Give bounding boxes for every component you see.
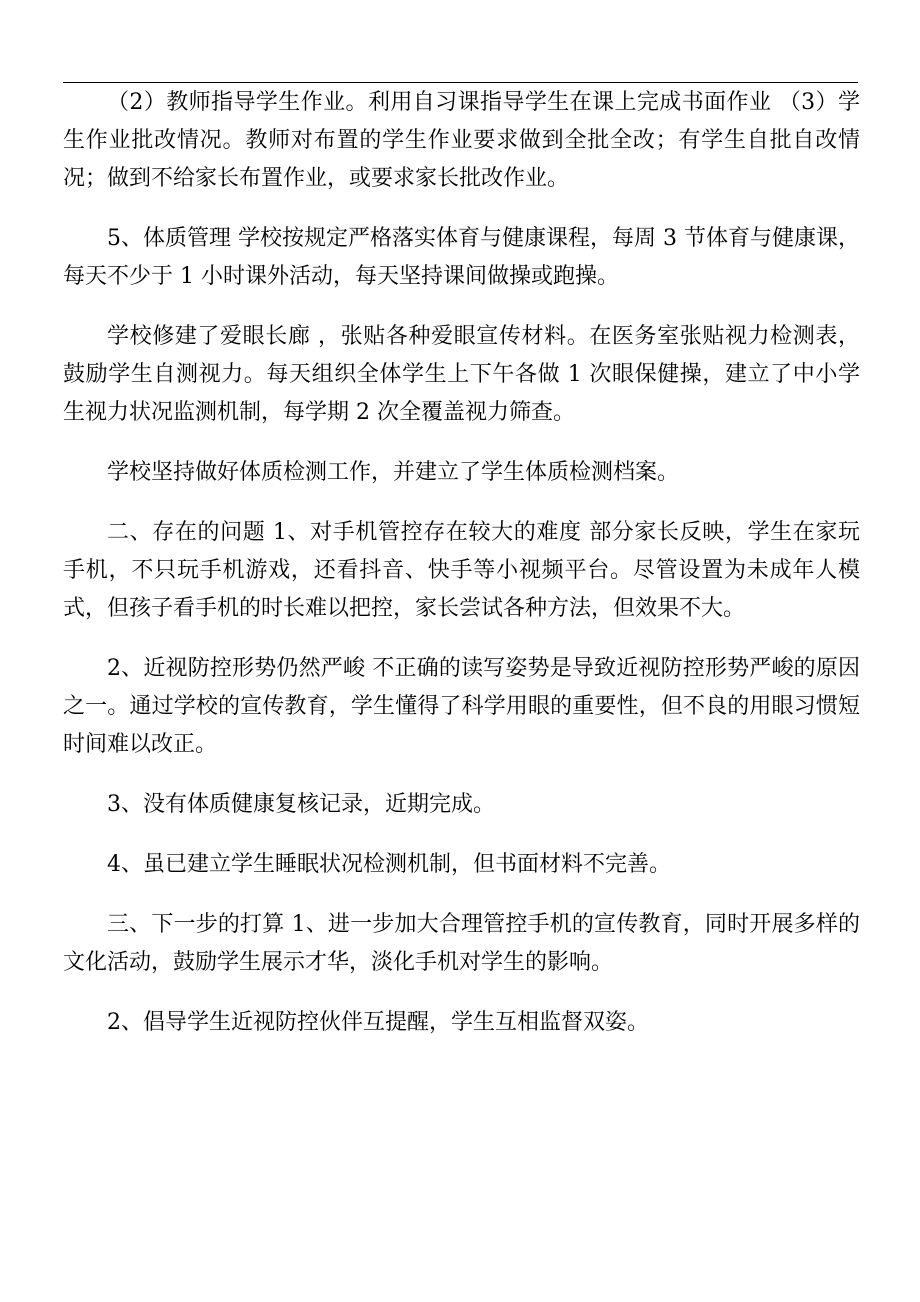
paragraph-health-records: 3、没有体质健康复核记录，近期完成。 — [107, 792, 495, 817]
paragraph-peer-reminder: 2、倡导学生近视防控伙伴互提醒，学生互相监督双姿。 — [107, 1010, 649, 1035]
paragraph-next-steps: 三、下一步的打算 1、进一步加大合理管控手机的宣传教育，同时开展多样的文化活动，鼓励学生展示才华，淡化手机对学生的影响。 — [63, 912, 860, 975]
paragraph-homework-guidance: （2）教师指导学生作业。利用自习课指导学生在课上完成书面作业 （3）学生作业批改情况。教师对布置的学生作业要求做到全批全改；有学生自批自改情况；做到不给家长布置作业，或要求家长批改作业。 — [63, 90, 860, 191]
paragraph-eye-care: 学校修建了爱眼长廊 ，张贴各种爱眼宣传材料。在医务室张贴视力检测表，鼓励学生自测视力。每天组织全体学生上下午各做 1 次眼保健操，建立了中小学生视力状况监测机制，每学期 2 次全覆盖视力筛查。 — [63, 324, 860, 425]
paragraph-physical-management: 5、体质管理 学校按规定严格落实体育与健康课程，每周 3 节体育与健康课，每天不少于 1 小时课外活动，每天坚持课间做操或跑操。 — [63, 226, 860, 289]
header-rule — [63, 82, 858, 83]
paragraph-problems-phone: 二、存在的问题 1、对手机管控存在较大的难度 部分家长反映，学生在家玩手机，不只玩手机游戏，还看抖音、快手等小视频平台。尽管设置为未成年人模式，但孩子看手机的时长难以把控，家长尝试各种方法，但效果不大。 — [63, 520, 860, 621]
document-body — [63, 84, 860, 1064]
paragraph-myopia: 2、近视防控形势仍然严峻 不正确的读写姿势是导致近视防控形势严峻的原因之一。通过学校的宣传教育，学生懂得了科学用眼的重要性，但不良的用眼习惯短时间难以改正。 — [63, 656, 860, 757]
paragraph-fitness-testing: 学校坚持做好体质检测工作，并建立了学生体质检测档案。 — [107, 460, 680, 485]
paragraph-sleep-monitoring: 4、虽已建立学生睡眠状况检测机制，但书面材料不完善。 — [107, 852, 671, 877]
